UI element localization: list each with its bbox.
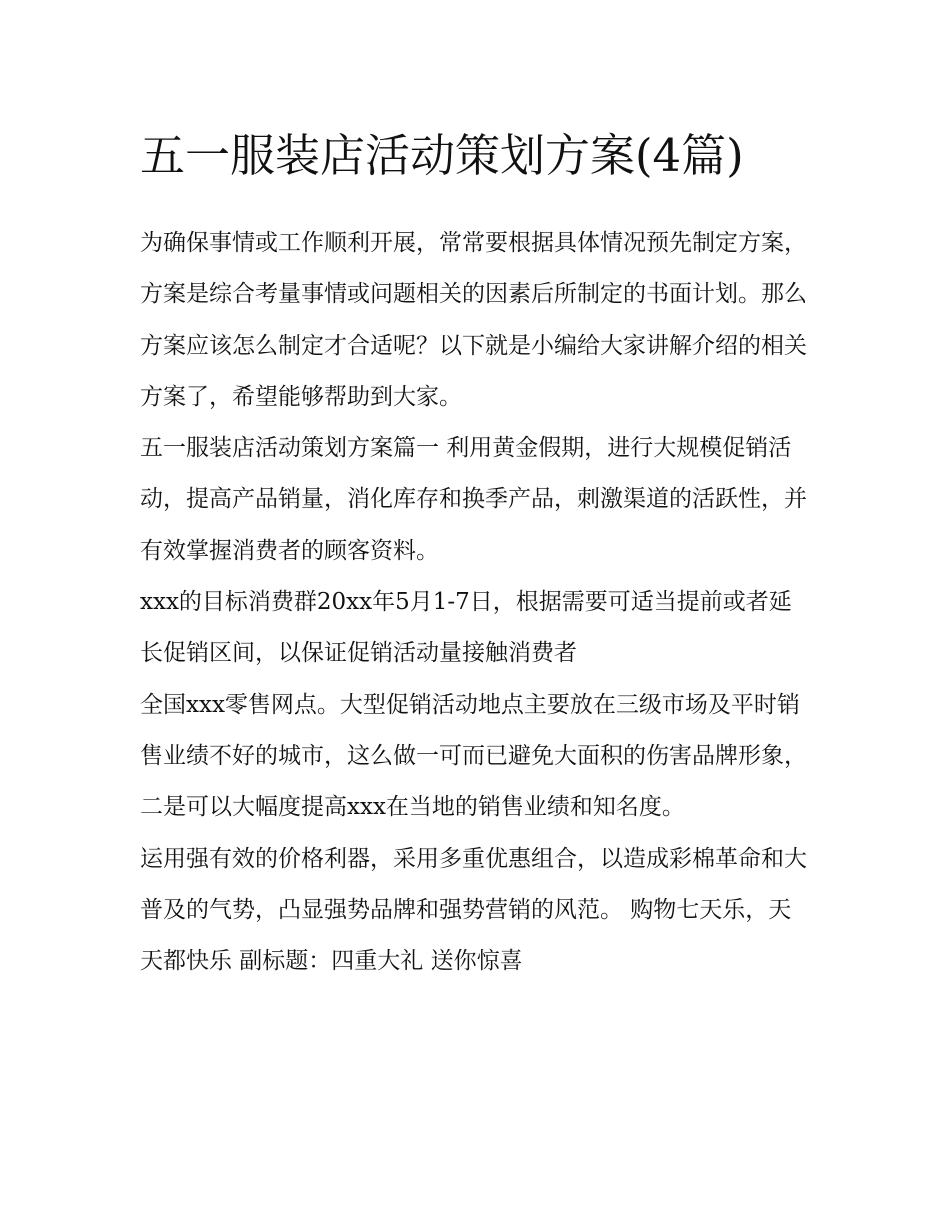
paragraph-target-time: xxx的目标消费群20xx年5月1-7日，根据需要可适当提前或者延长促销区间，以保证促销活动量接触消费者 (140, 589, 792, 667)
paragraph-location: 全国xxx零售网点。大型促销活动地点主要放在三级市场及平时销售业绩不好的城市，这么做一可而已避免大面积的伤害品牌形象，二是可以大幅度提高xxx在当地的销售业绩和知名度。 (140, 691, 807, 821)
document-body (140, 218, 812, 987)
paragraph-intro: 为确保事情或工作顺利开展，常常要根据具体情况预先制定方案，方案是综合考量事情或问题相关的因素后所制定的书面计划。那么方案应该怎么制定才合适呢？以下就是小编给大家讲解介绍的相关方案了，希望能够帮助到大家。 (140, 230, 807, 410)
document-page (140, 118, 812, 987)
document-title: 五一服装店活动策划方案(4篇) (140, 129, 744, 182)
paragraph-strategy: 运用强有效的价格利器，采用多重优惠组合，以造成彩棉革命和大普及的气势，凸显强势品牌和强势营销的风范。 购物七天乐，天天都快乐 副标题：四重大礼 送你惊喜 (140, 845, 807, 975)
paragraph-plan-one: 五一服装店活动策划方案篇一 利用黄金假期，进行大规模促销活动，提高产品销量，消化库存和换季产品，刺激渠道的活跃性，并有效掌握消费者的顾客资料。 (140, 435, 807, 564)
